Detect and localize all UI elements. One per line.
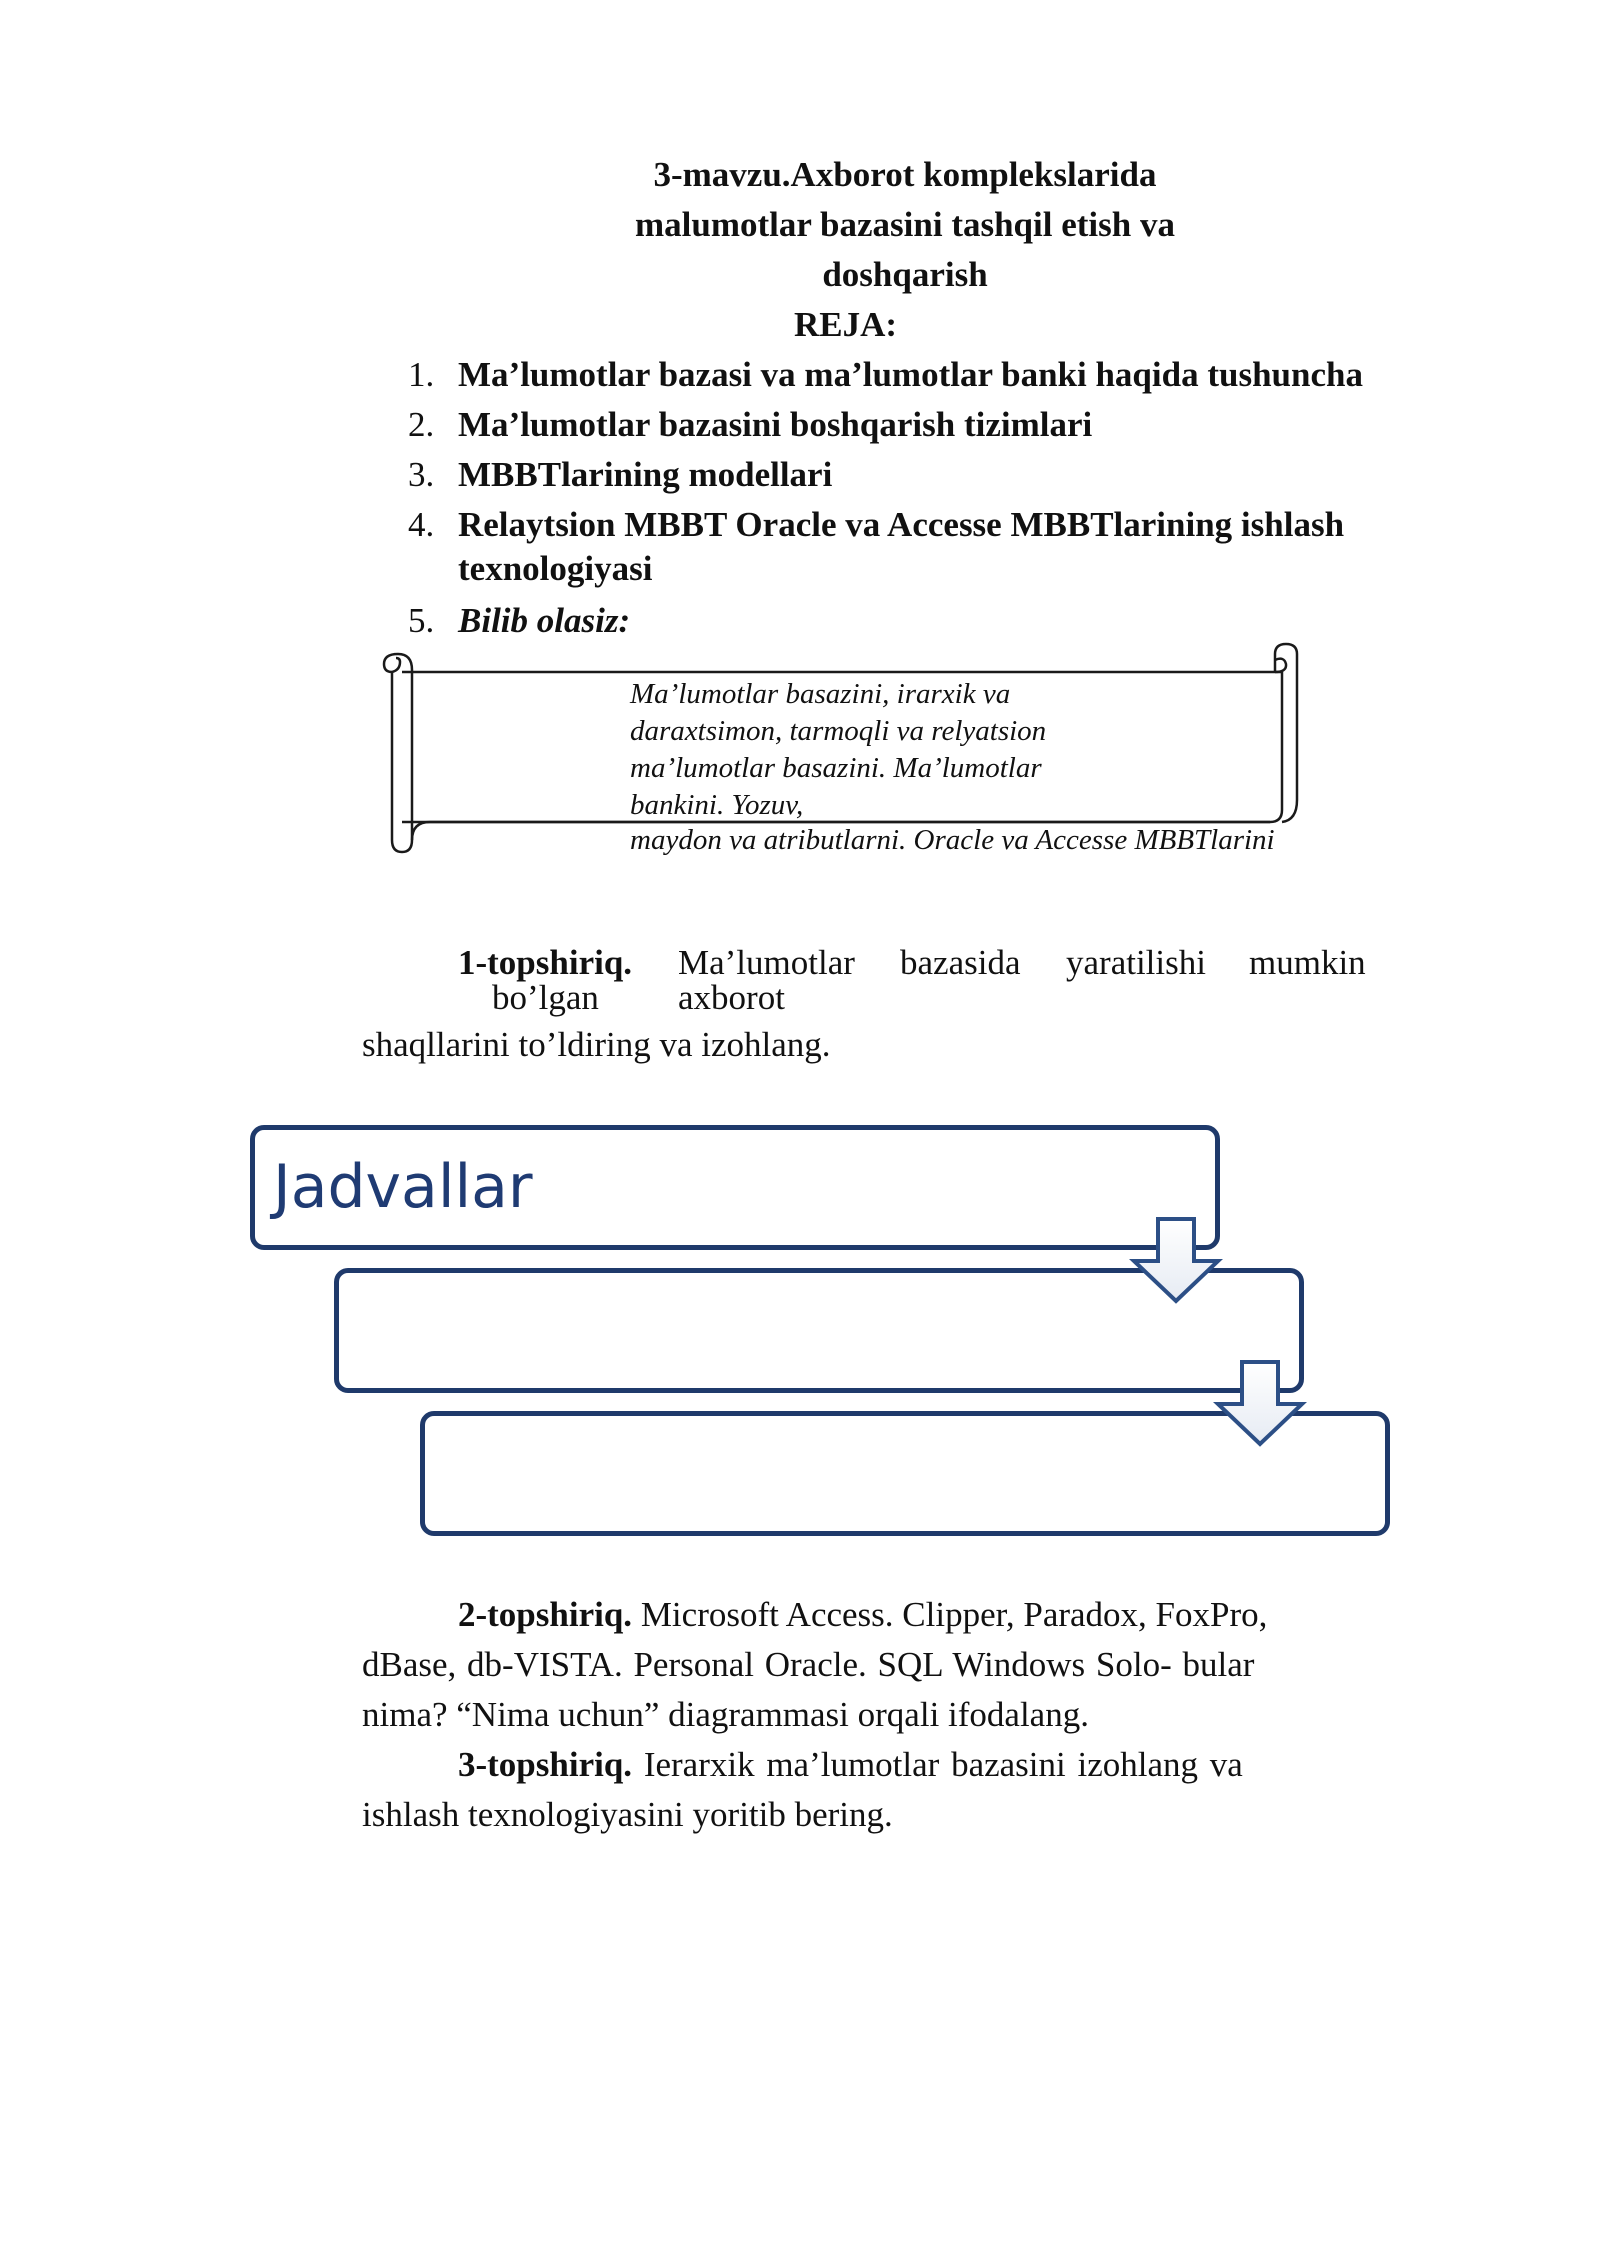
topic-title-line-3: doshqarish: [822, 255, 988, 294]
topic-title-line-2: malumotlar bazasini tashqil etish va: [635, 205, 1175, 244]
task1-label: 1-topshiriq.: [458, 943, 633, 982]
task2-line-3: nima? “Nima uchun” diagrammasi orqali ifodalang.: [362, 1695, 1089, 1734]
diagram-box-1-label: Jadvallar: [273, 1152, 533, 1222]
task2-line-1: 2-topshiriq. Microsoft Access. Clipper, Paradox, FoxPro,: [458, 1595, 1268, 1634]
task2-line-2: dBase, db-VISTA. Personal Oracle. SQL Windows Solo- bular: [362, 1645, 1255, 1684]
plan-item-number: 5.: [408, 601, 435, 640]
scroll-text-line: daraxtsimon, tarmoqli va relyatsion: [630, 715, 1047, 747]
task1-word: mumkin: [1249, 943, 1366, 982]
task1-word: yaratilishi: [1066, 943, 1206, 982]
task1-word: Ma’lumotlar: [678, 943, 855, 982]
plan-item-text: Ma’lumotlar bazasini boshqarish tizimlari: [458, 405, 1093, 444]
down-arrow-icon: [1212, 1358, 1308, 1448]
scroll-text-line: bankini. Yozuv,: [630, 789, 804, 821]
plan-item-text: MBBTlarining modellari: [458, 455, 833, 494]
down-arrow-icon: [1128, 1215, 1224, 1305]
scroll-text-line: maydon va atributlarni. Oracle va Accesse MBBTlarini: [630, 824, 1275, 856]
plan-item-number: 4.: [408, 505, 435, 544]
plan-item-text: texnologiyasi: [458, 549, 653, 588]
task3-line-1: 3-topshiriq. Ierarxik ma’lumotlar bazasini izohlang va: [458, 1745, 1243, 1784]
topic-title-line-1: 3-mavzu.Axborot komplekslarida: [653, 155, 1157, 194]
task1-word: bazasida: [900, 943, 1021, 982]
scroll-text-line: Ma’lumotlar basazini, irarxik va: [630, 678, 1011, 710]
plan-item-text: Bilib olasiz:: [458, 601, 631, 640]
plan-item-number: 3.: [408, 455, 435, 494]
plan-heading: REJA:: [794, 305, 898, 344]
task1-line-3: shaqllarini to’ldiring va izohlang.: [362, 1025, 831, 1064]
plan-item-number: 1.: [408, 355, 435, 394]
task3-line-2: ishlash texnologiyasini yoritib bering.: [362, 1795, 893, 1834]
plan-item-text: Relaytsion MBBT Oracle va Accesse MBBTlarining ishlash: [458, 505, 1345, 544]
task1-subline-right: axborot: [678, 978, 785, 1017]
plan-item-number: 2.: [408, 405, 435, 444]
plan-item-text: Ma’lumotlar bazasi va ma’lumotlar banki haqida tushuncha: [458, 355, 1363, 394]
scroll-text-line: ma’lumotlar basazini. Ma’lumotlar: [630, 752, 1042, 784]
task1-subline-left: bo’lgan: [492, 978, 599, 1017]
diagram-box-1: [250, 1125, 1220, 1250]
